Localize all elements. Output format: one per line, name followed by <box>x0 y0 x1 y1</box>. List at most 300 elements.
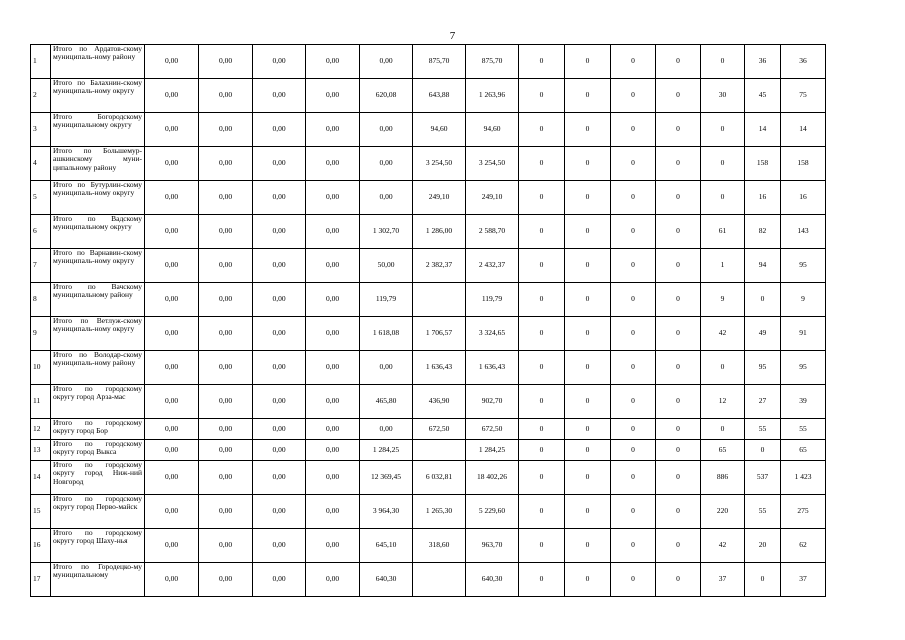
table-row <box>31 419 826 440</box>
count-col-2: 0 <box>565 215 611 249</box>
value-col-3: 0,00 <box>253 79 306 113</box>
row-number: 14 <box>31 461 51 495</box>
value-col-5: 620,08 <box>360 79 413 113</box>
value-col-4: 0,00 <box>306 385 360 419</box>
value-col-2: 0,00 <box>199 529 253 563</box>
value-col-7: 3 324,65 <box>466 317 519 351</box>
table-row <box>31 147 826 181</box>
count-col-3: 0 <box>611 419 656 440</box>
value-col-3: 0,00 <box>253 351 306 385</box>
count-col-5: 42 <box>701 317 745 351</box>
count-col-3: 0 <box>611 147 656 181</box>
value-col-3: 0,00 <box>253 495 306 529</box>
value-col-3: 0,00 <box>253 45 306 79</box>
count-col-1: 0 <box>519 317 565 351</box>
count-col-3: 0 <box>611 440 656 461</box>
count-col-5: 12 <box>701 385 745 419</box>
district-name-text: Итого по городскому округу город Перво-майск <box>53 494 142 512</box>
count-col-4: 0 <box>656 495 701 529</box>
value-col-3: 0,00 <box>253 419 306 440</box>
report-table <box>30 44 826 597</box>
value-col-1: 0,00 <box>145 461 199 495</box>
count-col-2: 0 <box>565 440 611 461</box>
table-row <box>31 351 826 385</box>
table-row <box>31 495 826 529</box>
count-col-3: 0 <box>611 113 656 147</box>
value-col-7: 1 284,25 <box>466 440 519 461</box>
count-col-7: 91 <box>781 317 826 351</box>
count-col-1: 0 <box>519 45 565 79</box>
value-col-6 <box>413 283 466 317</box>
count-col-5: 65 <box>701 440 745 461</box>
value-col-2: 0,00 <box>199 440 253 461</box>
row-number: 17 <box>31 563 51 597</box>
count-col-2: 0 <box>565 45 611 79</box>
count-col-4: 0 <box>656 440 701 461</box>
count-col-6: 14 <box>745 113 781 147</box>
count-col-6: 94 <box>745 249 781 283</box>
count-col-3: 0 <box>611 215 656 249</box>
district-name-text: Итого по городскому округу город Ниж-ний Новгород <box>53 460 142 486</box>
value-col-1: 0,00 <box>145 563 199 597</box>
value-col-6: 94,60 <box>413 113 466 147</box>
count-col-3: 0 <box>611 461 656 495</box>
count-col-3: 0 <box>611 181 656 215</box>
value-col-2: 0,00 <box>199 215 253 249</box>
row-number: 12 <box>31 419 51 440</box>
count-col-5: 1 <box>701 249 745 283</box>
district-name-text: Итого по Ветлуж-скому муниципаль-ному округу <box>53 316 142 334</box>
count-col-2: 0 <box>565 317 611 351</box>
value-col-2: 0,00 <box>199 79 253 113</box>
value-col-4: 0,00 <box>306 283 360 317</box>
count-col-1: 0 <box>519 419 565 440</box>
count-col-4: 0 <box>656 461 701 495</box>
table-row <box>31 461 826 495</box>
row-number: 16 <box>31 529 51 563</box>
value-col-3: 0,00 <box>253 215 306 249</box>
district-name-text: Итого по Варнавин-скому муниципаль-ному округу <box>53 248 142 266</box>
value-col-5: 645,10 <box>360 529 413 563</box>
district-name <box>51 113 145 147</box>
count-col-2: 0 <box>565 283 611 317</box>
count-col-6: 49 <box>745 317 781 351</box>
district-name <box>51 563 145 597</box>
value-col-4: 0,00 <box>306 461 360 495</box>
count-col-7: 1 423 <box>781 461 826 495</box>
count-col-6: 16 <box>745 181 781 215</box>
value-col-2: 0,00 <box>199 113 253 147</box>
count-col-7: 65 <box>781 440 826 461</box>
value-col-4: 0,00 <box>306 79 360 113</box>
value-col-5: 0,00 <box>360 45 413 79</box>
row-number: 1 <box>31 45 51 79</box>
count-col-3: 0 <box>611 529 656 563</box>
count-col-2: 0 <box>565 563 611 597</box>
district-name-text: Итого по Ардатов-скому муниципаль-ному району <box>53 44 142 62</box>
row-number: 13 <box>31 440 51 461</box>
value-col-2: 0,00 <box>199 351 253 385</box>
count-col-1: 0 <box>519 461 565 495</box>
count-col-4: 0 <box>656 351 701 385</box>
district-name-text: Итого по Большемур-ашкинскому муни-ципальному району <box>53 146 142 172</box>
count-col-7: 37 <box>781 563 826 597</box>
table-row <box>31 79 826 113</box>
count-col-3: 0 <box>611 45 656 79</box>
district-name <box>51 529 145 563</box>
count-col-1: 0 <box>519 113 565 147</box>
count-col-7: 14 <box>781 113 826 147</box>
value-col-1: 0,00 <box>145 283 199 317</box>
count-col-2: 0 <box>565 79 611 113</box>
table-row <box>31 317 826 351</box>
value-col-6 <box>413 563 466 597</box>
value-col-4: 0,00 <box>306 529 360 563</box>
count-col-3: 0 <box>611 495 656 529</box>
district-name <box>51 215 145 249</box>
value-col-7: 119,79 <box>466 283 519 317</box>
row-number: 9 <box>31 317 51 351</box>
value-col-6: 3 254,50 <box>413 147 466 181</box>
value-col-3: 0,00 <box>253 317 306 351</box>
value-col-7: 18 402,26 <box>466 461 519 495</box>
count-col-6: 55 <box>745 419 781 440</box>
count-col-4: 0 <box>656 529 701 563</box>
count-col-3: 0 <box>611 283 656 317</box>
count-col-5: 0 <box>701 419 745 440</box>
district-name <box>51 385 145 419</box>
value-col-1: 0,00 <box>145 351 199 385</box>
count-col-6: 45 <box>745 79 781 113</box>
value-col-3: 0,00 <box>253 529 306 563</box>
value-col-1: 0,00 <box>145 317 199 351</box>
count-col-3: 0 <box>611 79 656 113</box>
count-col-2: 0 <box>565 351 611 385</box>
value-col-7: 2 588,70 <box>466 215 519 249</box>
count-col-2: 0 <box>565 495 611 529</box>
value-col-5: 0,00 <box>360 351 413 385</box>
row-number: 8 <box>31 283 51 317</box>
count-col-2: 0 <box>565 113 611 147</box>
count-col-6: 82 <box>745 215 781 249</box>
value-col-1: 0,00 <box>145 79 199 113</box>
value-col-6: 643,88 <box>413 79 466 113</box>
count-col-7: 95 <box>781 249 826 283</box>
row-number: 10 <box>31 351 51 385</box>
district-name <box>51 181 145 215</box>
table-row <box>31 385 826 419</box>
district-name-text: Итого по городскому округу город Выкса <box>53 439 142 457</box>
count-col-5: 0 <box>701 45 745 79</box>
value-col-6: 1 706,57 <box>413 317 466 351</box>
district-name <box>51 45 145 79</box>
count-col-6: 20 <box>745 529 781 563</box>
value-col-4: 0,00 <box>306 147 360 181</box>
row-number: 4 <box>31 147 51 181</box>
value-col-7: 902,70 <box>466 385 519 419</box>
district-name-text: Итого Богородскому муниципальному округу <box>53 112 142 130</box>
value-col-4: 0,00 <box>306 563 360 597</box>
value-col-4: 0,00 <box>306 317 360 351</box>
district-name <box>51 440 145 461</box>
count-col-4: 0 <box>656 317 701 351</box>
value-col-7: 249,10 <box>466 181 519 215</box>
count-col-5: 0 <box>701 351 745 385</box>
value-col-1: 0,00 <box>145 215 199 249</box>
count-col-4: 0 <box>656 215 701 249</box>
value-col-4: 0,00 <box>306 351 360 385</box>
district-name <box>51 419 145 440</box>
value-col-7: 640,30 <box>466 563 519 597</box>
value-col-6: 436,90 <box>413 385 466 419</box>
count-col-4: 0 <box>656 385 701 419</box>
row-number: 11 <box>31 385 51 419</box>
value-col-6: 6 032,81 <box>413 461 466 495</box>
row-number: 6 <box>31 215 51 249</box>
value-col-2: 0,00 <box>199 461 253 495</box>
value-col-2: 0,00 <box>199 385 253 419</box>
count-col-3: 0 <box>611 563 656 597</box>
district-name-text: Итого по городскому округу город Бор <box>53 418 142 436</box>
count-col-1: 0 <box>519 215 565 249</box>
count-col-4: 0 <box>656 45 701 79</box>
count-col-7: 62 <box>781 529 826 563</box>
count-col-5: 0 <box>701 181 745 215</box>
value-col-5: 0,00 <box>360 113 413 147</box>
value-col-1: 0,00 <box>145 147 199 181</box>
value-col-5: 0,00 <box>360 147 413 181</box>
row-number: 15 <box>31 495 51 529</box>
value-col-5: 640,30 <box>360 563 413 597</box>
district-name-text: Итого по Городецко-му муниципальному <box>53 562 142 580</box>
district-name-text: Итого по Балахнин-скому муниципаль-ному округу <box>53 78 142 96</box>
table-row <box>31 563 826 597</box>
count-col-7: 158 <box>781 147 826 181</box>
count-col-2: 0 <box>565 461 611 495</box>
value-col-5: 465,80 <box>360 385 413 419</box>
count-col-6: 36 <box>745 45 781 79</box>
value-col-3: 0,00 <box>253 147 306 181</box>
value-col-2: 0,00 <box>199 147 253 181</box>
district-name-text: Итого по городскому округу город Шаху-нья <box>53 528 142 546</box>
value-col-2: 0,00 <box>199 419 253 440</box>
count-col-6: 0 <box>745 563 781 597</box>
value-col-6: 1 286,00 <box>413 215 466 249</box>
value-col-4: 0,00 <box>306 495 360 529</box>
count-col-2: 0 <box>565 249 611 283</box>
count-col-3: 0 <box>611 351 656 385</box>
count-col-5: 0 <box>701 147 745 181</box>
district-name <box>51 249 145 283</box>
value-col-7: 875,70 <box>466 45 519 79</box>
count-col-7: 39 <box>781 385 826 419</box>
value-col-4: 0,00 <box>306 440 360 461</box>
count-col-4: 0 <box>656 563 701 597</box>
count-col-2: 0 <box>565 147 611 181</box>
count-col-1: 0 <box>519 529 565 563</box>
count-col-7: 143 <box>781 215 826 249</box>
count-col-7: 36 <box>781 45 826 79</box>
district-name <box>51 461 145 495</box>
count-col-1: 0 <box>519 79 565 113</box>
value-col-5: 119,79 <box>360 283 413 317</box>
value-col-3: 0,00 <box>253 283 306 317</box>
count-col-6: 55 <box>745 495 781 529</box>
count-col-3: 0 <box>611 249 656 283</box>
count-col-2: 0 <box>565 181 611 215</box>
value-col-3: 0,00 <box>253 181 306 215</box>
row-number: 2 <box>31 79 51 113</box>
district-name-text: Итого по Вачскому муниципальному району <box>53 282 142 300</box>
count-col-5: 9 <box>701 283 745 317</box>
value-col-3: 0,00 <box>253 113 306 147</box>
count-col-5: 886 <box>701 461 745 495</box>
district-name <box>51 351 145 385</box>
count-col-7: 95 <box>781 351 826 385</box>
table-body <box>31 45 826 597</box>
value-col-7: 1 636,43 <box>466 351 519 385</box>
count-col-6: 537 <box>745 461 781 495</box>
row-number: 3 <box>31 113 51 147</box>
count-col-1: 0 <box>519 181 565 215</box>
table-row <box>31 215 826 249</box>
count-col-7: 16 <box>781 181 826 215</box>
count-col-1: 0 <box>519 147 565 181</box>
count-col-1: 0 <box>519 440 565 461</box>
value-col-1: 0,00 <box>145 45 199 79</box>
count-col-5: 42 <box>701 529 745 563</box>
table-row <box>31 283 826 317</box>
value-col-5: 3 964,30 <box>360 495 413 529</box>
value-col-1: 0,00 <box>145 113 199 147</box>
value-col-1: 0,00 <box>145 495 199 529</box>
table-row <box>31 529 826 563</box>
value-col-5: 0,00 <box>360 181 413 215</box>
value-col-3: 0,00 <box>253 249 306 283</box>
value-col-1: 0,00 <box>145 181 199 215</box>
count-col-6: 158 <box>745 147 781 181</box>
value-col-1: 0,00 <box>145 249 199 283</box>
district-name <box>51 495 145 529</box>
district-name-text: Итого по городскому округу город Арза-мас <box>53 384 142 402</box>
district-name-text: Итого по Володар-скому муниципаль-ному району <box>53 350 142 368</box>
count-col-7: 75 <box>781 79 826 113</box>
value-col-5: 1 302,70 <box>360 215 413 249</box>
count-col-2: 0 <box>565 529 611 563</box>
value-col-4: 0,00 <box>306 45 360 79</box>
value-col-1: 0,00 <box>145 385 199 419</box>
count-col-4: 0 <box>656 181 701 215</box>
count-col-6: 95 <box>745 351 781 385</box>
count-col-5: 220 <box>701 495 745 529</box>
count-col-4: 0 <box>656 113 701 147</box>
district-name <box>51 147 145 181</box>
count-col-2: 0 <box>565 385 611 419</box>
value-col-5: 50,00 <box>360 249 413 283</box>
table-row <box>31 249 826 283</box>
district-name <box>51 283 145 317</box>
value-col-3: 0,00 <box>253 385 306 419</box>
count-col-1: 0 <box>519 351 565 385</box>
value-col-1: 0,00 <box>145 440 199 461</box>
district-name <box>51 317 145 351</box>
count-col-4: 0 <box>656 79 701 113</box>
count-col-4: 0 <box>656 419 701 440</box>
count-col-5: 61 <box>701 215 745 249</box>
row-number: 5 <box>31 181 51 215</box>
value-col-2: 0,00 <box>199 283 253 317</box>
value-col-6: 672,50 <box>413 419 466 440</box>
value-col-1: 0,00 <box>145 419 199 440</box>
district-name-text: Итого по Бутурлин-скому муниципаль-ному округу <box>53 180 142 198</box>
value-col-5: 0,00 <box>360 419 413 440</box>
count-col-2: 0 <box>565 419 611 440</box>
value-col-4: 0,00 <box>306 419 360 440</box>
count-col-6: 0 <box>745 440 781 461</box>
table-row <box>31 45 826 79</box>
value-col-4: 0,00 <box>306 181 360 215</box>
value-col-5: 1 284,25 <box>360 440 413 461</box>
value-col-7: 3 254,50 <box>466 147 519 181</box>
count-col-1: 0 <box>519 249 565 283</box>
table-row <box>31 181 826 215</box>
value-col-5: 1 618,08 <box>360 317 413 351</box>
value-col-6 <box>413 440 466 461</box>
value-col-2: 0,00 <box>199 45 253 79</box>
count-col-7: 275 <box>781 495 826 529</box>
value-col-2: 0,00 <box>199 249 253 283</box>
count-col-1: 0 <box>519 385 565 419</box>
value-col-1: 0,00 <box>145 529 199 563</box>
count-col-7: 9 <box>781 283 826 317</box>
value-col-7: 672,50 <box>466 419 519 440</box>
value-col-7: 1 263,96 <box>466 79 519 113</box>
value-col-2: 0,00 <box>199 317 253 351</box>
value-col-4: 0,00 <box>306 113 360 147</box>
value-col-2: 0,00 <box>199 181 253 215</box>
count-col-4: 0 <box>656 249 701 283</box>
value-col-6: 249,10 <box>413 181 466 215</box>
district-name-text: Итого по Вадскому муниципальному округу <box>53 214 142 232</box>
value-col-2: 0,00 <box>199 495 253 529</box>
value-col-7: 2 432,37 <box>466 249 519 283</box>
value-col-7: 5 229,60 <box>466 495 519 529</box>
count-col-6: 27 <box>745 385 781 419</box>
page-number: 7 <box>449 30 456 42</box>
count-col-5: 30 <box>701 79 745 113</box>
value-col-6: 1 636,43 <box>413 351 466 385</box>
district-name <box>51 79 145 113</box>
count-col-1: 0 <box>519 563 565 597</box>
value-col-2: 0,00 <box>199 563 253 597</box>
count-col-7: 55 <box>781 419 826 440</box>
row-number: 7 <box>31 249 51 283</box>
value-col-3: 0,00 <box>253 563 306 597</box>
value-col-3: 0,00 <box>253 461 306 495</box>
value-col-6: 875,70 <box>413 45 466 79</box>
count-col-6: 0 <box>745 283 781 317</box>
value-col-7: 94,60 <box>466 113 519 147</box>
value-col-7: 963,70 <box>466 529 519 563</box>
value-col-4: 0,00 <box>306 249 360 283</box>
count-col-5: 0 <box>701 113 745 147</box>
table-row <box>31 113 826 147</box>
count-col-4: 0 <box>656 147 701 181</box>
value-col-6: 2 382,37 <box>413 249 466 283</box>
count-col-1: 0 <box>519 495 565 529</box>
value-col-6: 1 265,30 <box>413 495 466 529</box>
value-col-4: 0,00 <box>306 215 360 249</box>
